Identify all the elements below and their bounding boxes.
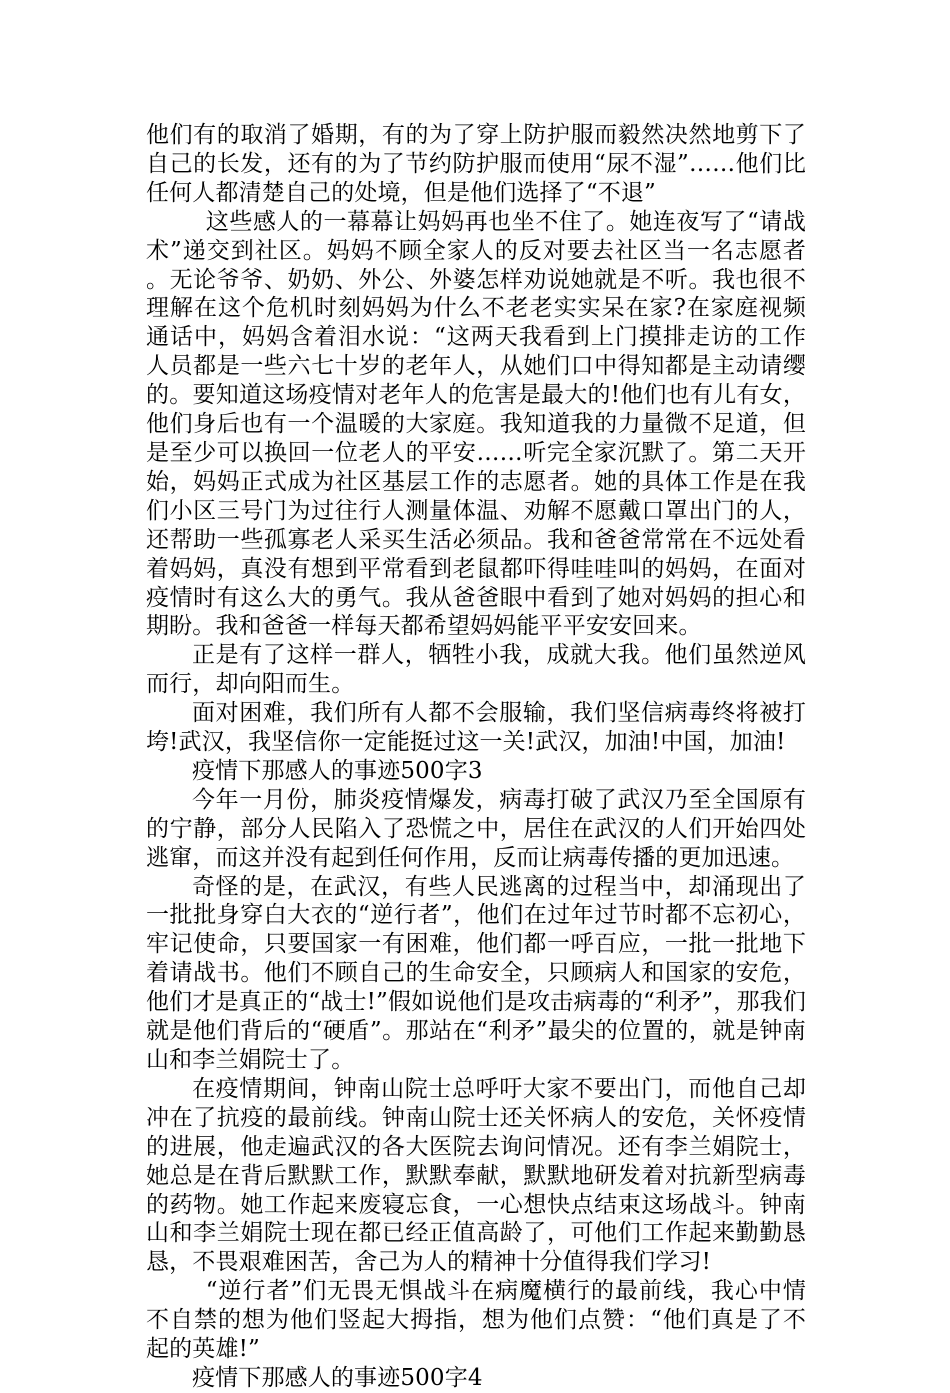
paragraph-outbreak: 今年一月份，肺炎疫情爆发，病毒打破了武汉乃至全国原有的宁静，部分人民陷入了恐慌之中，居住在武汉的人们开始四处逃窜，而这并没有起到任何作用，反而让病毒传播的更加迅速。 <box>146 786 806 871</box>
section-heading-3: 疫情下那感人的事迹500字3 <box>192 757 483 784</box>
paragraph-sacrifice: 正是有了这样一群人，牺牲小我，成就大我。他们虽然逆风而行，却向阳而生。 <box>146 642 806 698</box>
paragraph-retrogrades: 奇怪的是，在武汉，有些人民逃离的过程当中，却涌现出了一批批身穿白大衣的“逆行者”，他们在过年过节时都不忘初心，牢记使命，只要国家一有困难，他们都一呼百应，一批一批地下着请战书。他们不顾自己的生命安全，只顾病人和国家的安危，他们才是真正的“战士!”假如说他们是攻击病毒的“利矛”，那我们就是他们背后的“硬盾”。那站在“利矛”最尖的位置的，就是钟南山和李兰娟院士了。 <box>146 873 806 1073</box>
paragraph-academicians: 在疫情期间，钟南山院士总呼吁大家不要出门，而他自己却冲在了抗疫的最前线。钟南山院士还关怀病人的安危，关怀疫情的进展，他走遍武汉的各大医院去询问情况。还有李兰娟院士，她总是在背后默默工作，默默奉献，默默地研发着对抗新型病毒的药物。她工作起来废寝忘食，一心想快点结束这场战斗。钟南山和李兰娟院士现在都已经正值高龄了，可他们工作起来勤勤恳恳，不畏艰难困苦，舍己为人的精神十分值得我们学习! <box>146 1075 806 1276</box>
section-heading-4: 疫情下那感人的事迹500字4 <box>192 1364 483 1391</box>
paragraph-heroes: “逆行者”们无畏无惧战斗在病魔横行的最前线，我心中情不自禁的想为他们竖起大拇指，想为他们点赞：“他们真是了不起的英雄!” <box>146 1278 806 1363</box>
paragraph-wedding-cancelled: 他们有的取消了婚期，有的为了穿上防护服而毅然决然地剪下了自己的长发，还有的为了节约防护服而使用“尿不湿”……他们比任何人都清楚自己的处境，但是他们选择了“不退” <box>146 122 806 206</box>
document-page <box>146 121 806 1393</box>
paragraph-mother-volunteer: 这些感人的一幕幕让妈妈再也坐不住了。她连夜写了“请战术”递交到社区。妈妈不顾全家人的反对要去社区当一名志愿者。无论爷爷、奶奶、外公、外婆怎样劝说她就是不听。我也很不理解在这个危机时刻妈妈为什么不老老实实呆在家?在家庭视频通话中，妈妈含着泪水说：“这两天我看到上门摸排走访的工作人员都是一些六七十岁的老年人，从她们口中得知都是主动请缨的。要知道这场疫情对老年人的危害是最大的!他们也有儿有女，他们身后也有一个温暖的大家庭。我知道我的力量微不足道，但是至少可以换回一位老人的平安……听完全家沉默了。第二天开始，妈妈正式成为社区基层工作的志愿者。她的具体工作是在我们小区三号门为过往行人测量体温、劝解不愿戴口罩出门的人，还帮助一些孤寡老人采买生活必须品。我和爸爸常常在不远处看着妈妈，真没有想到平常看到老鼠都吓得哇哇叫的妈妈，在面对疫情时有这么大的勇气。我从爸爸眼中看到了她对妈妈的担心和期盼。我和爸爸一样每天都希望妈妈能平平安安回来。 <box>146 208 806 640</box>
paragraph-never-give-up: 面对困难，我们所有人都不会服输，我们坚信病毒终将被打垮!武汉，我坚信你一定能挺过这一关!武汉，加油!中国，加油! <box>146 700 806 756</box>
